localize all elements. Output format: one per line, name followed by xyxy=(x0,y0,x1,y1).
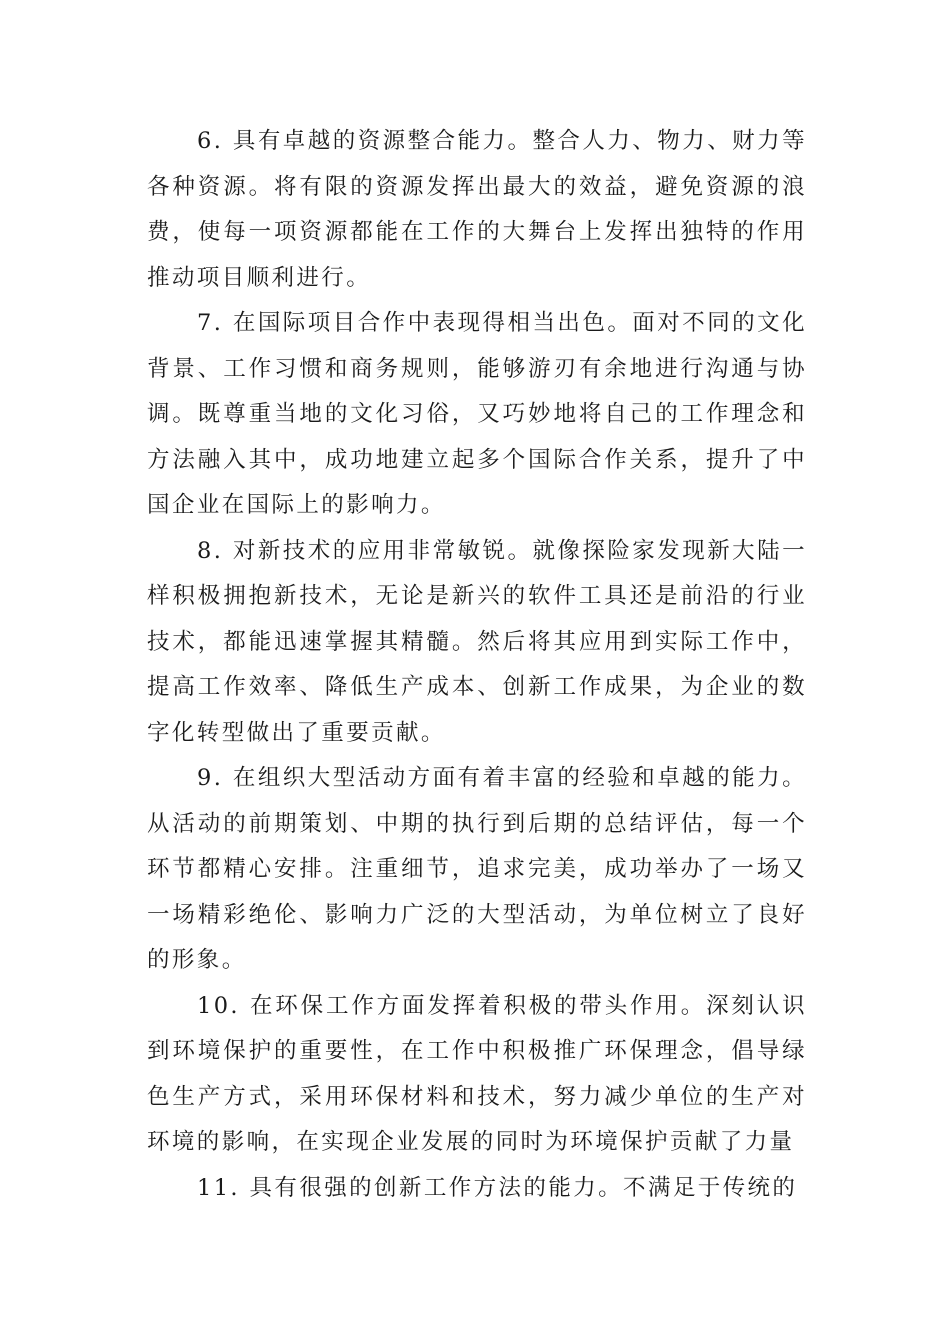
paragraph-item-11: 11. 具有很强的创新工作方法的能力。不满足于传统的 xyxy=(197,1174,798,1201)
paragraph-item-9: 9. 在组织大型活动方面有着丰富的经验和卓越的能力。从活动的前期策划、中期的执行到后期的总结评估，每一个环节都精心安排。注重细节，追求完美，成功举办了一场又一场精彩绝伦、影响力广泛的大型活动，为单位树立了良好的形象。 xyxy=(147,765,807,973)
document-body xyxy=(147,119,807,1211)
paragraph-item-8: 8. 对新技术的应用非常敏锐。就像探险家发现新大陆一样积极拥抱新技术，无论是新兴的软件工具还是前沿的行业技术，都能迅速掌握其精髓。然后将其应用到实际工作中，提高工作效率、降低生产成本、创新工作成果，为企业的数字化转型做出了重要贡献。 xyxy=(147,537,807,746)
paragraph-item-10: 10. 在环保工作方面发挥着积极的带头作用。深刻认识到环境保护的重要性，在工作中积极推广环保理念，倡导绿色生产方式，采用环保材料和技术，努力减少单位的生产对环境的影响，在实现企业发展的同时为环境保护贡献了力量 xyxy=(147,992,807,1155)
paragraph-item-7: 7. 在国际项目合作中表现得相当出色。面对不同的文化背景、工作习惯和商务规则，能够游刃有余地进行沟通与协调。既尊重当地的文化习俗，又巧妙地将自己的工作理念和方法融入其中，成功地建立起多个国际合作关系，提升了中国企业在国际上的影响力。 xyxy=(147,310,807,518)
paragraph-item-6: 6. 具有卓越的资源整合能力。整合人力、物力、财力等各种资源。将有限的资源发挥出最大的效益，避免资源的浪费，使每一项资源都能在工作的大舞台上发挥出独特的作用推动项目顺利进行。 xyxy=(147,128,807,291)
